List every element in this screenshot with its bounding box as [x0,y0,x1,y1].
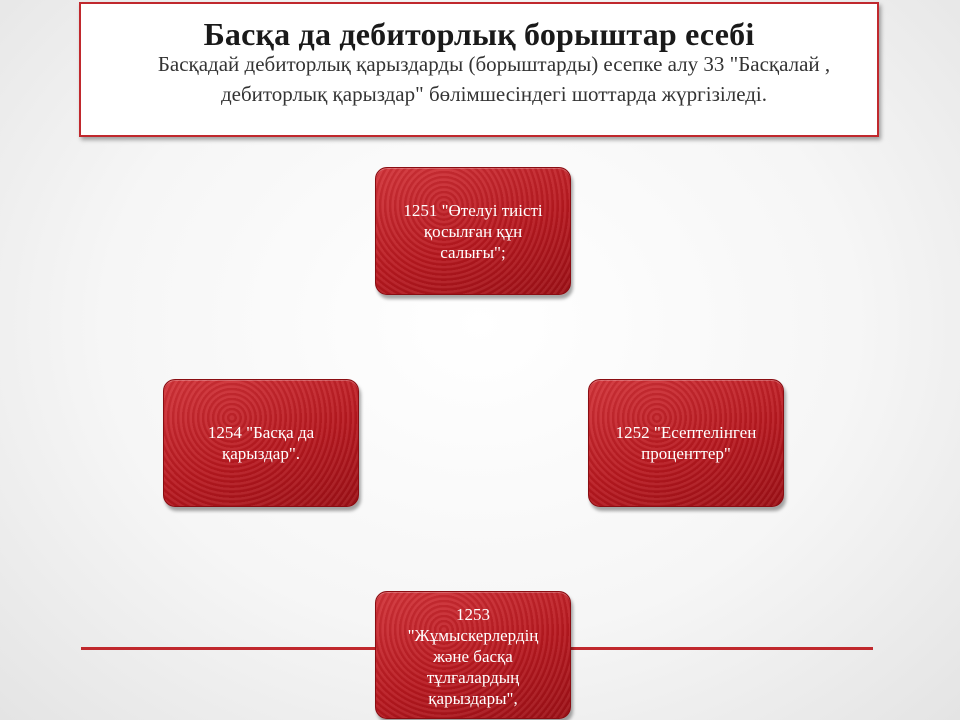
node-label-1252: 1252 "Есептелінген проценттер" [615,423,757,463]
node-label-1251: 1251 "Өтелуі тиісті қосылған құн салығы"; [403,200,543,262]
node-label-1253: 1253 "Жұмыскерлердің және басқа тұлғалардың қарыздары", [407,605,539,708]
diagram-node-1251 [375,167,571,295]
slide-title: Басқа да дебиторлық борыштар есебі [203,16,755,52]
diagram-node-1252 [588,379,784,507]
title-box [79,2,879,137]
slide-subtitle: Басқадай дебиторлық қарыздарды (борыштарды) есепке алу 33 "Басқалай , дебиторлық қарыздар" бөлімшесіндегі шоттарда жүргізіледі. [157,52,831,106]
diagram-node-1254 [163,379,359,507]
divider-line-right [571,647,873,650]
diagram-node-1253 [375,591,571,719]
node-label-1254: 1254 "Басқа да қарыздар". [207,423,315,463]
divider-line-left [81,647,375,650]
